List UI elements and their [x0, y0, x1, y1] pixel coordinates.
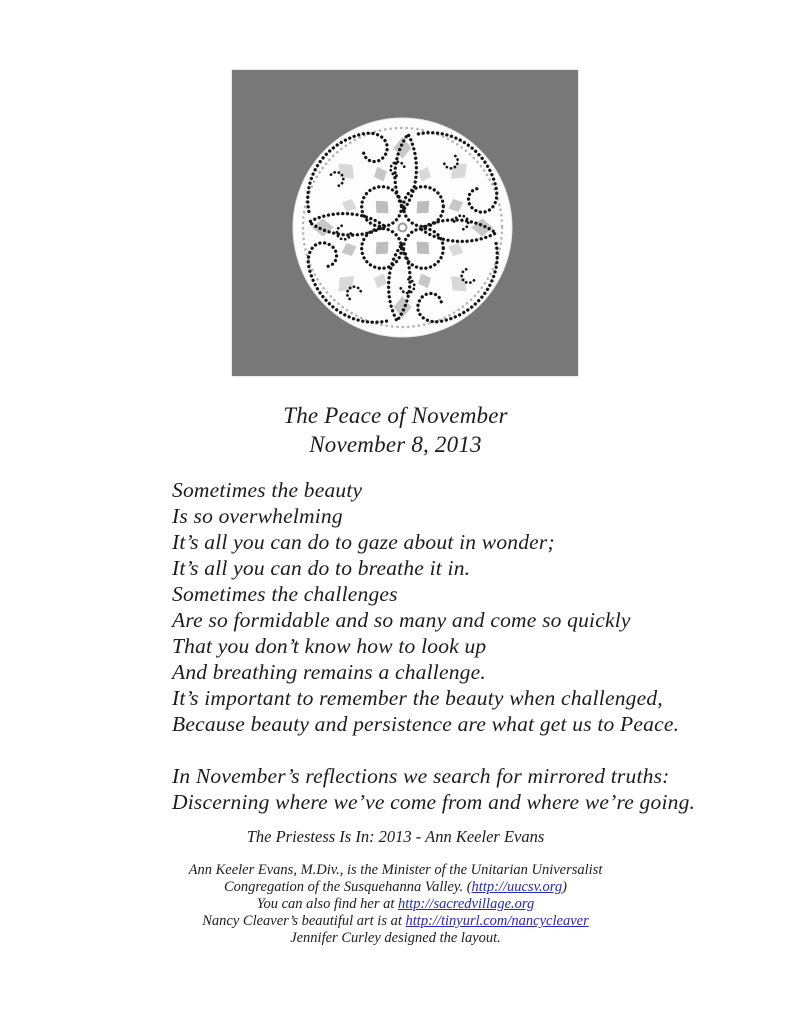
page-date: November 8, 2013	[309, 432, 482, 457]
poem-line: Sometimes the challenges	[172, 582, 398, 606]
poem-line: It’s all you can do to gaze about in wonder;	[172, 530, 555, 554]
poem-body	[172, 477, 695, 815]
credit-text: You can also find her at	[256, 896, 398, 912]
credit-line	[0, 879, 791, 896]
credit-text: Ann Keeler Evans, M.Div., is the Minister of the Unitarian Universalist	[188, 862, 603, 878]
page-title: The Peace of November	[283, 403, 508, 428]
uucsv-link[interactable]: http://uucsv.org	[471, 879, 563, 895]
credit-line	[0, 862, 791, 879]
poem-line: Is so overwhelming	[172, 504, 343, 528]
poem-line: Because beauty and persistence are what get us to Peace.	[172, 712, 680, 736]
footer-credits	[0, 862, 791, 947]
credit-text: Jennifer Curley designed the layout.	[290, 930, 501, 946]
attribution-line: The Priestess Is In: 2013 - Ann Keeler Evans	[246, 827, 545, 846]
poem-line: Discerning where we’ve come from and where we’re going.	[172, 790, 696, 814]
poem-line: Are so formidable and so many and come so quickly	[172, 608, 631, 632]
sacredvillage-link[interactable]: http://sacredvillage.org	[398, 896, 535, 912]
credit-text: Nancy Cleaver’s beautiful art is at	[202, 913, 406, 929]
credit-text: Congregation of the Susquehanna Valley. (	[223, 879, 472, 895]
poem-line: That you don’t know how to look up	[172, 634, 487, 658]
poem-line: And breathing remains a challenge.	[172, 660, 486, 684]
credit-line	[0, 913, 791, 930]
poem-line: In November’s reflections we search for mirrored truths:	[172, 764, 670, 788]
credit-text: )	[562, 879, 568, 895]
title-block	[0, 401, 791, 459]
mandala-art	[291, 116, 514, 339]
credit-line	[0, 896, 791, 913]
artwork-panel	[232, 70, 578, 376]
stanza-gap	[172, 737, 695, 763]
credit-line	[0, 930, 791, 947]
poem-line: It’s important to remember the beauty when challenged,	[172, 686, 663, 710]
nancycleaver-link[interactable]: http://tinyurl.com/nancycleaver	[405, 913, 589, 929]
poem-line: It’s all you can do to breathe it in.	[172, 556, 471, 580]
poem-line: Sometimes the beauty	[172, 478, 363, 502]
